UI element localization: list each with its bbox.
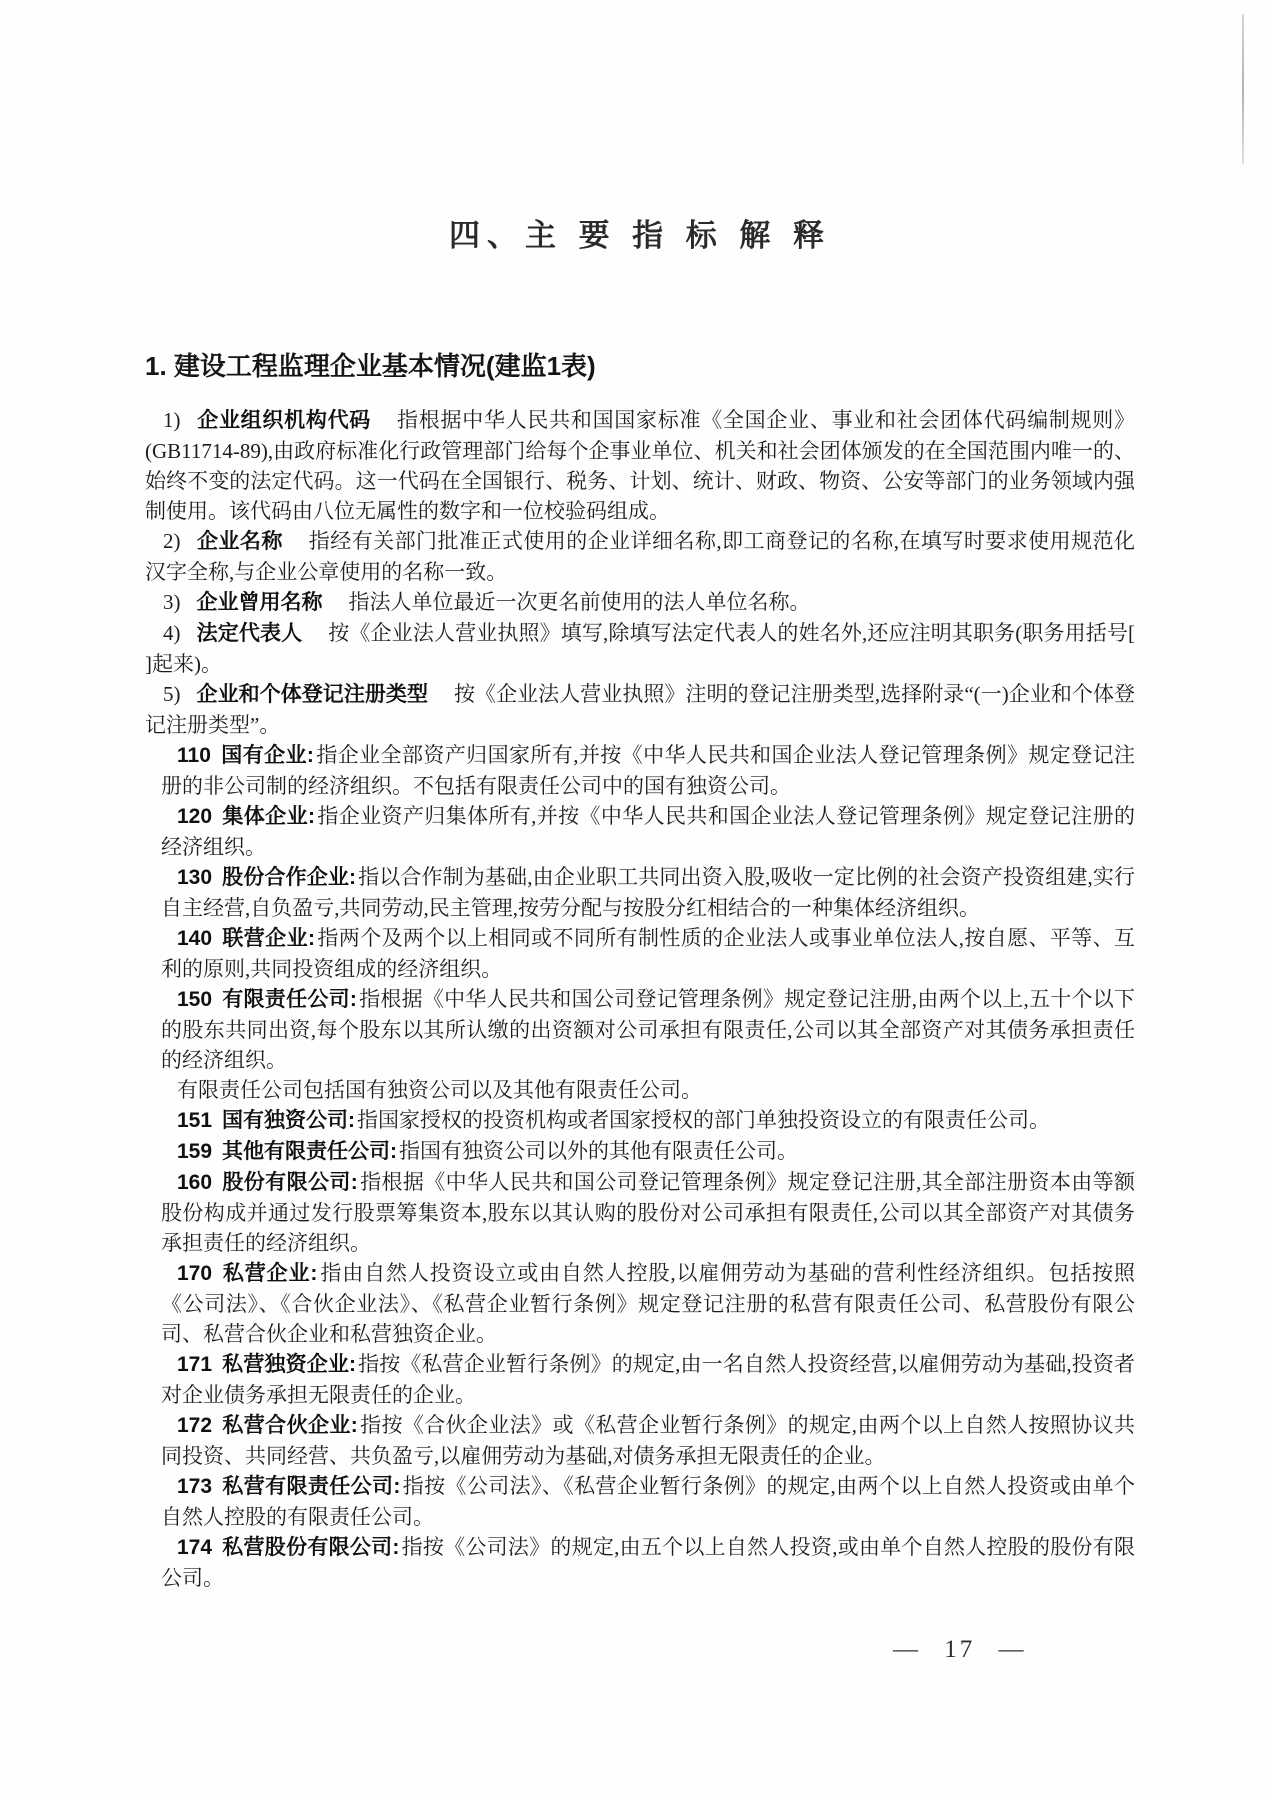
- type-code: 170: [177, 1262, 213, 1285]
- type-label: 私营有限责任公司:: [222, 1475, 401, 1498]
- registration-type-171: [161, 1349, 1135, 1410]
- item-text: 指法人单位最近一次更名前使用的法人单位名称。: [348, 590, 811, 614]
- type-label: 集体企业:: [222, 805, 315, 828]
- type-code: 173: [177, 1475, 213, 1498]
- type-text: 指根据《中华人民共和国公司登记管理条例》规定登记注册,其全部注册资本由等额股份构成并通过发行股票筹集资本,股东以其认购的股份对公司承担有限责任,公司以其全部资产对其债务承担责任的经济组织。: [161, 1170, 1135, 1255]
- item-label: 企业名称: [196, 530, 283, 553]
- registration-type-140: [161, 923, 1135, 984]
- page-title: 四、主 要 指 标 解 释: [448, 218, 832, 253]
- type-text: 指根据《中华人民共和国公司登记管理条例》规定登记注册,由两个以上,五十个以下的股东共同出资,每个股东以其所认缴的出资额对公司承担有限责任,公司以其全部资产对其债务承担责任的经济组织。: [161, 987, 1135, 1072]
- type-code: 159: [177, 1140, 213, 1163]
- type-code: 171: [177, 1353, 213, 1376]
- item-number: 5): [163, 682, 181, 706]
- item-number: 3): [163, 590, 181, 614]
- type-label: 股份有限公司:: [222, 1171, 358, 1194]
- section-heading: 1. 建设工程监理企业基本情况(建监1表): [145, 351, 596, 381]
- definition-item-5: [145, 679, 1135, 740]
- registration-type-170: [161, 1258, 1135, 1349]
- type-text: 指以合作制为基础,由企业职工共同出资入股,吸收一定比例的社会资产投资组建,实行自主经营,自负盈亏,共同劳动,民主管理,按劳分配与按股分红相结合的一种集体经济组织。: [161, 865, 1135, 920]
- page-content: [145, 0, 1135, 1593]
- type-code: 151: [177, 1109, 213, 1132]
- item-label: 法定代表人: [196, 622, 303, 645]
- scan-artifact-line: [1242, 14, 1244, 164]
- item-text: 按《企业法人营业执照》填写,除填写法定代表人的姓名外,还应注明其职务(职务用括号[ ]起来)。: [145, 621, 1136, 676]
- item-text: 指根据中华人民共和国国家标准《全国企业、事业和社会团体代码编制规则》(GB11714-89),由政府标准化行政管理部门给每个企事业单位、机关和社会团体颁发的在全国范围内唯一的、始终不变的法定代码。这一代码在全国银行、税务、计划、统计、财政、物资、公安等部门的业务领域内强制使用。该代码由八位无属性的数字和一位校验码组成。: [145, 408, 1136, 523]
- item-label: 企业组织机构代码: [196, 409, 372, 432]
- type-label: 私营企业:: [222, 1262, 318, 1285]
- registration-type-173: [161, 1471, 1135, 1532]
- type-label: 联营企业:: [222, 927, 315, 950]
- definition-item-2: [145, 526, 1135, 587]
- registration-type-110: [161, 740, 1135, 801]
- item-number: 4): [163, 621, 181, 645]
- type-text: 指按《公司法》、《私营企业暂行条例》的规定,由两个以上自然人投资或由单个自然人控股的有限责任公司。: [161, 1474, 1135, 1529]
- type-code: 110: [177, 744, 211, 767]
- body-text: [145, 405, 1135, 1593]
- type-code: 150: [177, 988, 213, 1011]
- registration-type-150: [161, 984, 1135, 1075]
- definition-item-3: [145, 587, 1135, 618]
- type-text: 指两个及两个以上相同或不同所有制性质的企业法人或事业单位法人,按自愿、平等、互利的原则,共同投资组成的经济组织。: [161, 926, 1136, 981]
- registration-type-151: [161, 1105, 1135, 1136]
- registration-type-160: [161, 1167, 1135, 1258]
- type-code: 160: [177, 1171, 213, 1194]
- note-text: 有限责任公司包括国有独资公司以及其他有限责任公司。: [177, 1078, 702, 1102]
- type-text: 指国家授权的投资机构或者国家授权的部门单独投资设立的有限责任公司。: [357, 1108, 1051, 1132]
- type-text: 指按《私营企业暂行条例》的规定,由一名自然人投资经营,以雇佣劳动为基础,投资者对企业债务承担无限责任的企业。: [161, 1352, 1135, 1407]
- type-code: 174: [177, 1536, 213, 1559]
- type-text: 指按《合伙企业法》或《私营企业暂行条例》的规定,由两个以上自然人按照协议共同投资、共同经营、共负盈亏,以雇佣劳动为基础,对债务承担无限责任的企业。: [161, 1413, 1135, 1468]
- item-label: 企业和个体登记注册类型: [196, 683, 429, 706]
- item-number: 2): [163, 529, 181, 553]
- registration-type-159: [161, 1136, 1135, 1167]
- type-label: 股份合作企业:: [222, 866, 356, 889]
- type-label: 私营合伙企业:: [222, 1414, 358, 1437]
- type-code: 140: [177, 927, 213, 950]
- registration-type-130: [161, 862, 1135, 923]
- type-text: 指企业资产归集体所有,并按《中华人民共和国企业法人登记管理条例》规定登记注册的经济组织。: [161, 804, 1136, 859]
- type-text: 指国有独资公司以外的其他有限责任公司。: [399, 1139, 799, 1163]
- type-label: 其他有限责任公司:: [222, 1140, 398, 1163]
- type-text: 指由自然人投资设立或由自然人控股,以雇佣劳动为基础的营利性经济组织。包括按照《公司法》、《合伙企业法》、《私营企业暂行条例》规定登记注册的私营有限责任公司、私营股份有限公司、私营合伙企业和私营独资企业。: [161, 1261, 1136, 1346]
- type-text: 指按《公司法》的规定,由五个以上自然人投资,或由单个自然人控股的股份有限公司。: [161, 1535, 1136, 1590]
- item-label: 企业曾用名称: [196, 591, 323, 614]
- registration-type-174: [161, 1532, 1135, 1593]
- type-label: 私营独资企业:: [222, 1353, 356, 1376]
- registration-type-172: [161, 1410, 1135, 1471]
- type-text: 指企业全部资产归国家所有,并按《中华人民共和国企业法人登记管理条例》规定登记注册的非公司制的经济组织。不包括有限责任公司中的国有独资公司。: [161, 743, 1135, 798]
- registration-type-120: [161, 801, 1135, 862]
- type-code: 120: [177, 805, 213, 828]
- type-label: 国有企业:: [220, 744, 314, 767]
- type-label: 有限责任公司:: [222, 988, 357, 1011]
- item-text: 指经有关部门批准正式使用的企业详细名称,即工商登记的名称,在填写时要求使用规范化汉字全称,与企业公章使用的名称一致。: [145, 529, 1136, 584]
- item-number: 1): [163, 408, 181, 432]
- page-number: — 17 —: [893, 1636, 1027, 1663]
- type-label: 私营股份有限公司:: [222, 1536, 400, 1559]
- type-label: 国有独资公司:: [222, 1109, 356, 1132]
- type-code: 172: [177, 1414, 213, 1437]
- note-paragraph: [161, 1075, 1135, 1105]
- type-code: 130: [177, 866, 213, 889]
- item-text: 按《企业法人营业执照》注明的登记注册类型,选择附录“(一)企业和个体登记注册类型”。: [145, 682, 1135, 737]
- definition-item-4: [145, 618, 1135, 679]
- definition-item-1: [145, 405, 1135, 526]
